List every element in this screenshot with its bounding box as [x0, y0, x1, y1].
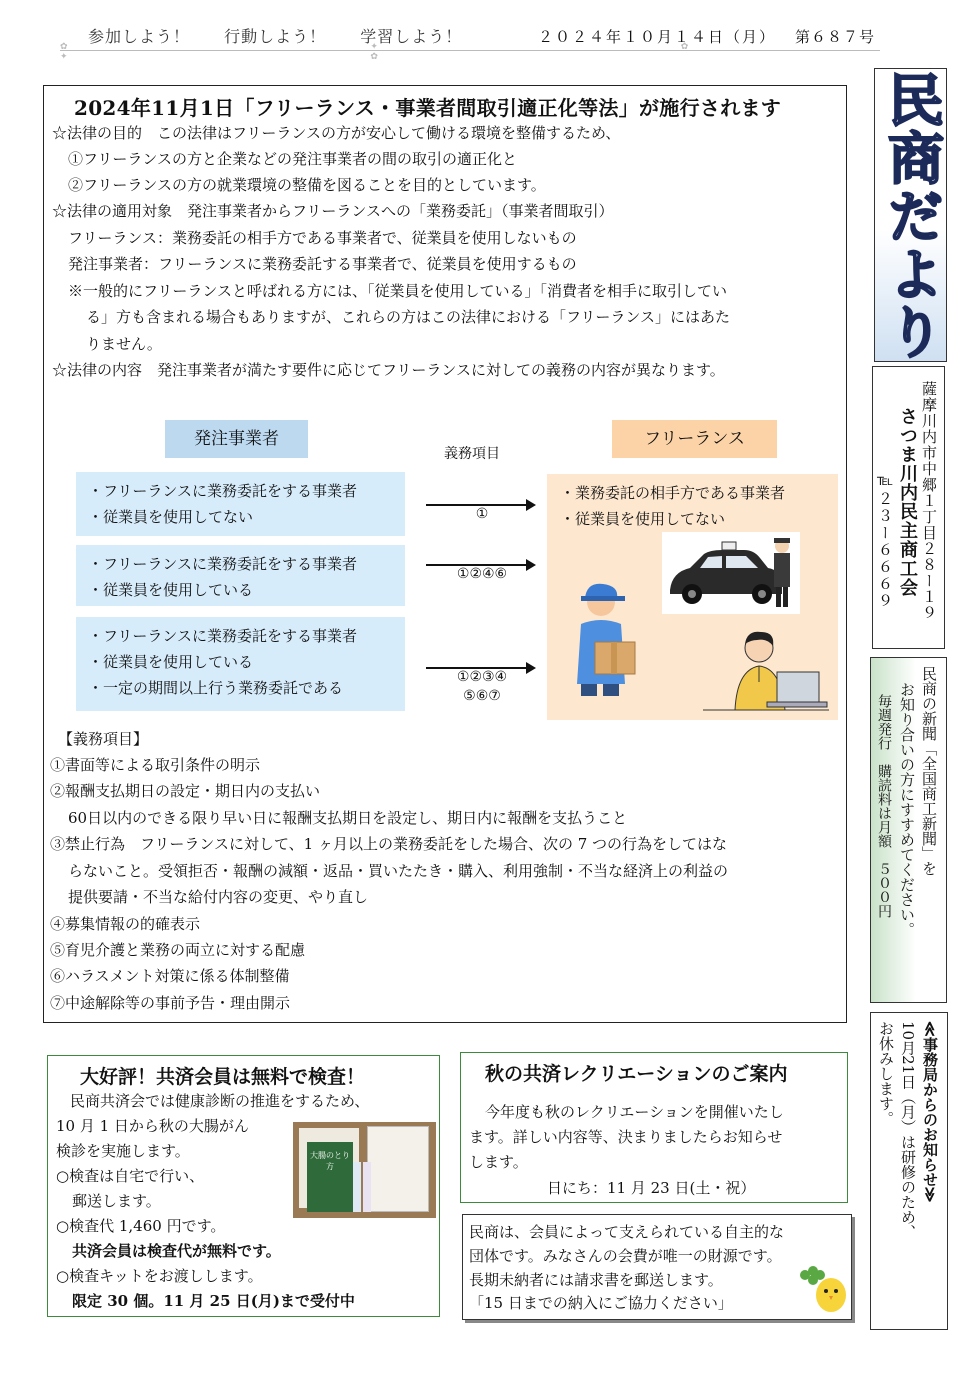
- condition-item: ・フリーランスに業務委託をする事業者: [88, 482, 357, 500]
- kit-label: 大腸のとり方: [307, 1142, 353, 1212]
- duty-item: らないこと。受領拒否・報酬の減額・返品・買いたたき・購入、利用強制・不当な経済上の利益の: [68, 862, 729, 880]
- slogan-1: 参加しよう！: [88, 27, 191, 46]
- article-line: ※一般的にフリーランスと呼ばれる方には、「従業員を使用している」「消費者を相手に取引してい: [68, 282, 727, 300]
- header-divider: [60, 50, 880, 60]
- org-phone: ℡２３ー６６６９: [876, 471, 894, 610]
- recreation-line: します。: [469, 1153, 528, 1171]
- article-line: ☆法律の内容 発注事業者が満たす要件に応じてフリーランスに対しての義務の内容が異なります。: [52, 361, 725, 379]
- note-line: 民商は、会員によって支えられている自主的な: [469, 1223, 785, 1241]
- office-notice: [870, 1012, 948, 1330]
- note-line: 団体です。みなさんの会費が唯一の財源です。: [469, 1247, 782, 1265]
- article-title: 2024年11月1日「フリーランス・事業者間取引適正化等法」が施行されます: [74, 96, 782, 120]
- condition-box-2: [76, 545, 405, 606]
- recreation-line: 今年度も秋のレクリエーションを開催いたし: [485, 1103, 784, 1121]
- condition-box-1: [76, 472, 405, 536]
- screening-line: ○検査代 1,460 円です。: [56, 1217, 226, 1235]
- condition-box-3: [76, 617, 405, 711]
- screening-line: 民商共済会では健康診断の推進をするため、: [70, 1092, 370, 1110]
- condition-item: ・従業員を使用している: [88, 581, 254, 599]
- recreation-date: 日にち：11 月 23 日(土・祝）: [547, 1179, 756, 1197]
- slogan-3: 学習しよう！: [360, 27, 463, 46]
- condition-item: ・従業員を使用している: [88, 653, 254, 671]
- duty-item: ⑤育児介護と業務の両立に対する配慮: [50, 941, 306, 959]
- duties-set-3a: ①②③④: [456, 669, 508, 685]
- article-line: ☆法律の適用対象 発注事業者からフリーランスへの「業務委託」（事業者間取引）: [52, 202, 614, 220]
- newspaper-promo: [870, 657, 947, 1003]
- article-line: る」方も含まれる場合もありますが、これらの方はこの法律における「フリーランス」にはあた: [86, 308, 730, 326]
- screening-line: 共済会員は検査代が無料です。: [72, 1242, 281, 1260]
- screening-line: 郵送します。: [72, 1192, 161, 1210]
- screening-line: ○検査は自宅で行い、: [56, 1167, 205, 1185]
- duties-set-1: ①: [475, 506, 489, 522]
- duty-item: 60日以内のできる限り早い日に報酬支払期日を設定し、期日内に報酬を支払うこと: [68, 809, 628, 827]
- newsletter-masthead: [874, 68, 947, 362]
- chick-clover-icon: [793, 1263, 849, 1315]
- org-address: 薩摩川内市中郷１丁目２８ー１９: [920, 381, 938, 621]
- duties-title: 【義務項目】: [58, 730, 149, 748]
- org-name: さつま川内民主商工会: [897, 407, 918, 597]
- freelance-law-article: [43, 85, 847, 1023]
- article-line: りません。: [86, 335, 162, 353]
- note-line: 「15 日までの納入にご協力ください」: [469, 1294, 733, 1312]
- duty-item: 提供要請・不当な給付内容の変更、やり直し: [68, 888, 369, 906]
- condition-item: ・従業員を使用してない: [88, 508, 254, 526]
- cancer-screening-box: [47, 1055, 440, 1317]
- condition-item: ・一定の期間以上行う業務委託である: [88, 679, 344, 697]
- screening-line: 限定 30 個。11 月 25 日(月)まで受付中: [72, 1292, 355, 1310]
- duty-item: ⑥ハラスメント対策に係る体制整備: [50, 967, 290, 985]
- laptop-worker-illustration: [697, 622, 835, 716]
- membership-fee-note: [462, 1214, 852, 1320]
- news-line: お知り合いの方にすすめてください。: [898, 682, 916, 937]
- duty-item: ④募集情報の的確表示: [50, 915, 201, 933]
- screening-title: 大好評！共済会員は無料で検査！: [80, 1066, 366, 1088]
- duty-item: ①書面等による取引条件の明示: [50, 756, 261, 774]
- test-kit-photo: [293, 1122, 436, 1218]
- masthead-title: 民商だより: [879, 71, 944, 361]
- note-line: 長期未納者には請求書を郵送します。: [469, 1271, 723, 1289]
- article-line: 発注事業者：フリーランスに業務委託する事業者で、従業員を使用するもの: [68, 255, 577, 273]
- issue-date: ２０２４年１０月１４日（月）: [538, 28, 777, 46]
- screening-line: 検診を実施します。: [56, 1142, 190, 1160]
- freelance-item: ・業務委託の相手方である事業者: [560, 484, 786, 502]
- organization-info: [872, 366, 945, 649]
- condition-item: ・フリーランスに業務委託をする事業者: [88, 627, 357, 645]
- issue-number: 第６８７号: [795, 28, 876, 46]
- duty-item: ⑦中途解除等の事前予告・理由開示: [50, 994, 291, 1012]
- freelance-item: ・従業員を使用してない: [560, 510, 726, 528]
- slogan-2: 行動しよう！: [224, 27, 327, 46]
- duties-set-2: ①②④⑥: [456, 566, 508, 582]
- delivery-worker-illustration: [571, 580, 643, 698]
- recreation-line: ます。詳しい内容等、決まりましたらお知らせ: [469, 1128, 783, 1146]
- article-line: ②フリーランスの方の就業環境の整備を図ることを目的としています。: [68, 176, 546, 194]
- news-line: 毎週発行 購読料は月額 ５００円: [876, 694, 892, 918]
- article-line: ☆法律の目的 この法律はフリーランスの方が安心して働ける環境を整備するため、: [52, 124, 621, 142]
- office-notice-line: 10月21日（月）は研修のため、: [899, 1021, 917, 1240]
- duty-item: ②報酬支払期日の設定・期日内の支払い: [50, 782, 321, 800]
- recreation-box: [460, 1052, 848, 1203]
- label-freelance: フリーランス: [612, 420, 777, 458]
- duties-set-3b: ⑤⑥⑦: [463, 688, 501, 704]
- recreation-title: 秋の共済レクリエーションのご案内: [485, 1063, 788, 1085]
- article-line: フリーランス：業務委託の相手方である事業者で、従業員を使用しないもの: [68, 229, 577, 247]
- label-duties: 義務項目: [444, 446, 500, 462]
- taxi-driver-illustration: [662, 532, 800, 614]
- office-notice-line: お休みします。: [877, 1021, 895, 1126]
- news-line: 民商の新聞「全国商工新聞」を: [920, 666, 938, 876]
- label-contractor: 発注事業者: [165, 420, 308, 458]
- office-notice-title: ≪事務局からのお知らせ≫: [921, 1021, 939, 1203]
- duty-item: ③禁止行為 フリーランスに対して、1 ヶ月以上の業務委託をした場合、次の 7 つの行為をしてはな: [50, 835, 728, 853]
- screening-line: ○検査キットをお渡しします。: [56, 1267, 263, 1285]
- screening-line: 10 月 1 日から秋の大腸がん: [56, 1117, 249, 1135]
- article-line: ①フリーランスの方と企業などの発注事業者の間の取引の適正化と: [68, 150, 517, 168]
- condition-item: ・フリーランスに業務委託をする事業者: [88, 555, 357, 573]
- freelance-box: [547, 474, 838, 720]
